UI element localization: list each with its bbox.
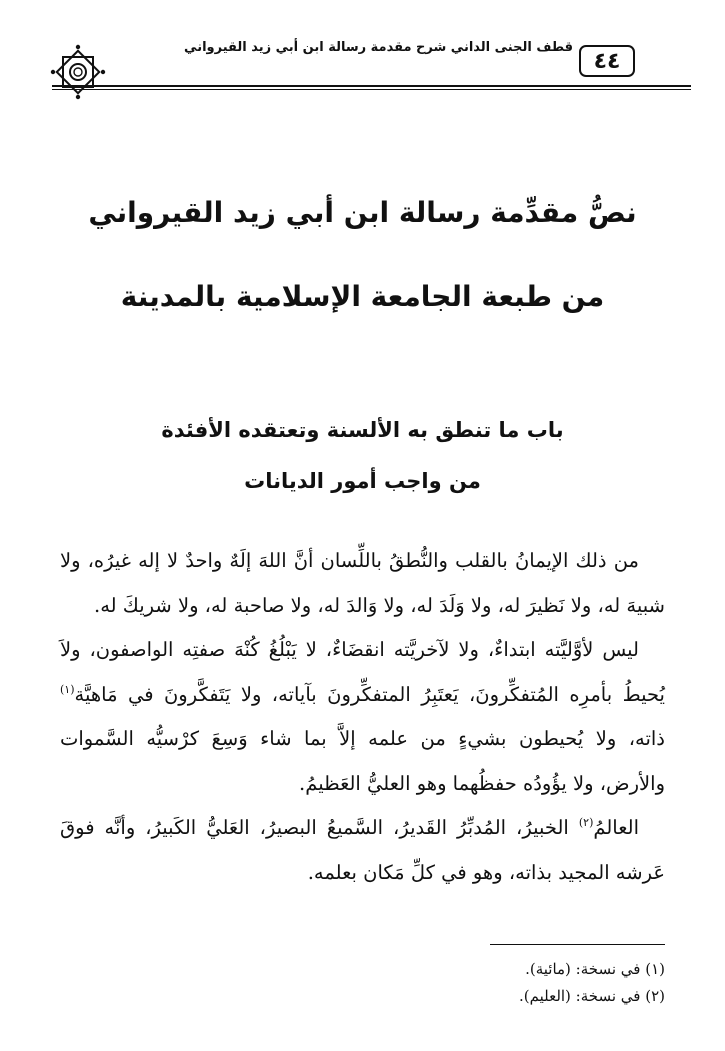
running-title: قطف الجنى الداني شرح مقدمة رسالة ابن أبي زيد القيرواني: [184, 40, 573, 55]
header-rule: [52, 85, 691, 87]
footnote-marker-1[interactable]: (١): [60, 682, 75, 696]
chapter-title-line-1: باب ما تنطق به الألسنة وتعتقده الأفئدة: [161, 418, 564, 442]
page-number: ٤٤: [593, 48, 621, 74]
page-number-box: [579, 45, 635, 77]
paragraph-2-text-b: ذاته، ولا يُحيطون بشيءٍ من علمه إلاَّ بما شاء وَسِعَ كرْسيُّه السَّموات والأرض، ولا يؤُودُه حفظُهما وهو العليُّ العَظيمُ.: [60, 727, 665, 795]
paragraph-2: [60, 628, 665, 806]
paragraph-1: [60, 539, 665, 628]
footnotes: [265, 956, 665, 1010]
paragraph-2-text-a: ليس لأوَّليَّته ابتداءٌ، ولا لآخريَّته انقضَاءٌ، لا يَبْلُغُ كُنْهَ صفتِه الواصفون، ولاَ يُحيطُ بأمرِه المُتفكِّرونَ، يَعتَبِرُ المتفكِّرونَ بآياته، ولا يَتَفكَّرونَ في مَاهيَّة: [60, 638, 665, 706]
footnote-1: (١) في نسخة: (مائية).: [525, 960, 665, 978]
footnote-2: (٢) في نسخة: (العليم).: [518, 987, 665, 1005]
paragraph-3-text-b: الخبيرُ، المُدبِّرُ القَديرُ، السَّميعُ البصيرُ، العَليُّ الكَبيرُ، وأنَّه فوقَ عَرشه المجيد بذاته، وهو في كلِّ مَكان بعلمه.: [60, 816, 665, 884]
main-title-line-2: من طبعة الجامعة الإسلامية بالمدينة: [120, 280, 605, 313]
paragraph-3: [60, 806, 665, 895]
main-title-line-1: نصُّ مقدِّمة رسالة ابن أبي زيد القيرواني: [88, 196, 637, 229]
header-rule-thin: [52, 89, 691, 90]
eight-point-star-ornament-icon: [50, 44, 106, 100]
body-text: [60, 539, 665, 895]
paragraph-1-text: من ذلك الإيمانُ بالقلب والنُّطقُ باللِّسان أنَّ اللهَ إلَهٌ واحدٌ لا إله غيرُه، ولا شبيهَ له، ولا نَظيرَ له، ولا وَلَدَ له، ولا وَالدَ له، ولا صاحبة له، ولا شريكَ له.: [60, 549, 665, 617]
footnote-separator: [490, 944, 665, 945]
paragraph-3-text-a: العالمُ: [593, 816, 639, 839]
footnote-marker-2[interactable]: (٢): [578, 816, 594, 829]
chapter-title-line-2: من واجب أمور الديانات: [244, 469, 481, 493]
